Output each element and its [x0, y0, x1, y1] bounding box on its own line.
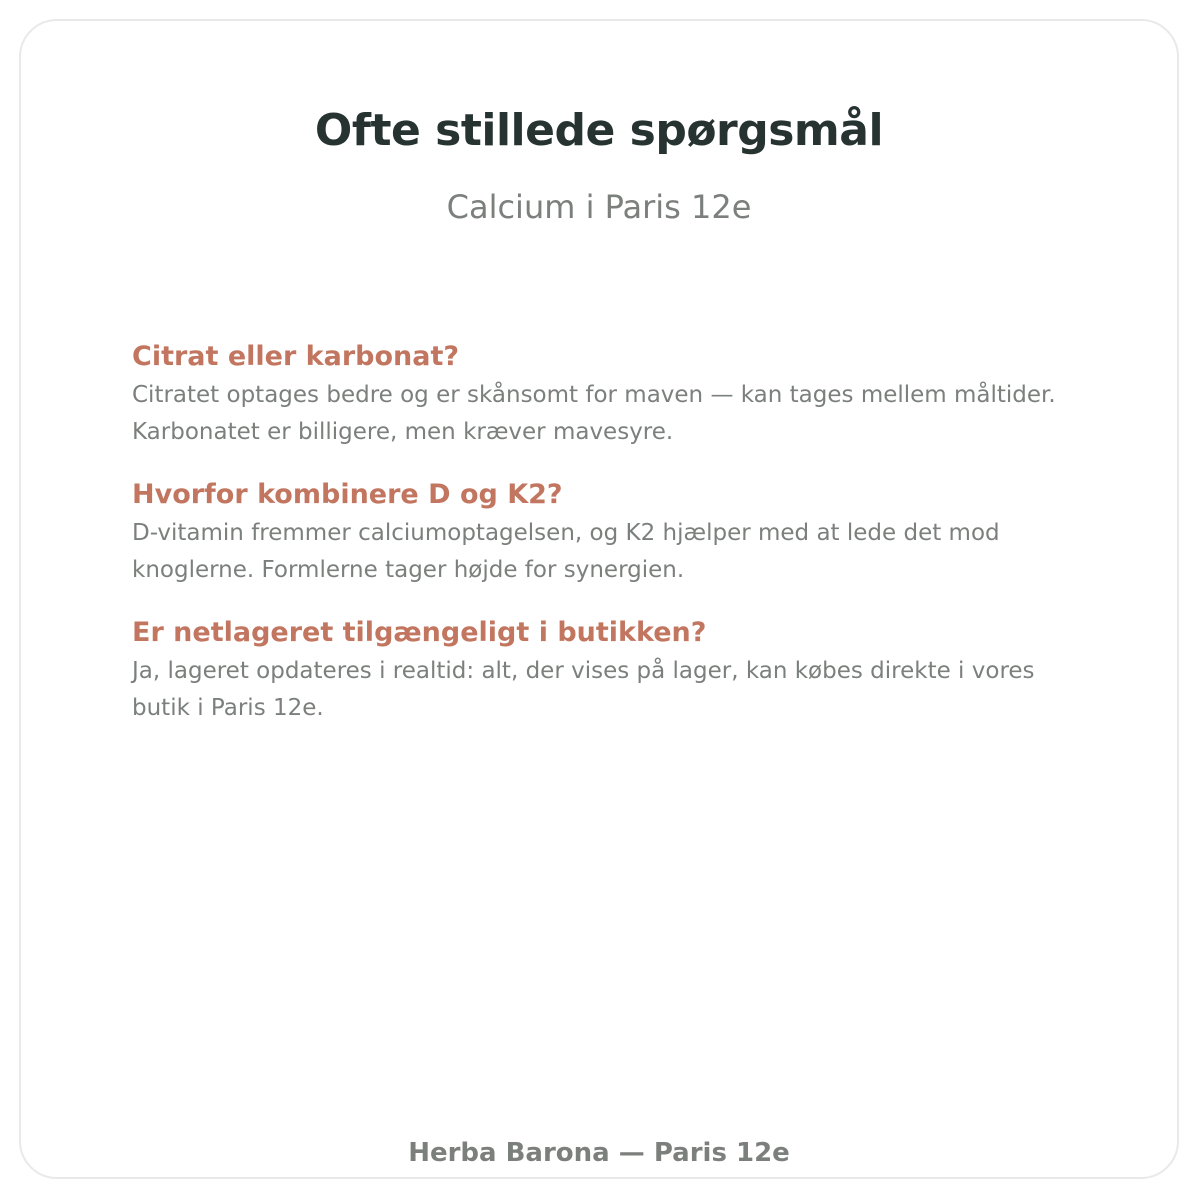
faq-answer: Citratet optages bedre og er skånsomt for maven — kan tages mellem måltider. Karbonatet er billigere, men kræver mavesyre.	[132, 382, 1056, 445]
footer-brand: Herba Barona — Paris 12e	[408, 1138, 790, 1168]
page-title: Ofte stillede spørgsmål	[314, 105, 884, 156]
faq-question: Citrat eller karbonat?	[132, 341, 460, 372]
faq-question: Er netlageret tilgængeligt i butikken?	[132, 617, 707, 648]
faq-item	[132, 475, 1092, 589]
faq-item	[132, 337, 1092, 451]
page-subtitle: Calcium i Paris 12e	[446, 188, 752, 226]
faq-item	[132, 613, 1092, 727]
faq-card	[19, 19, 1179, 1179]
faq-list	[132, 337, 1092, 751]
faq-answer: Ja, lageret opdateres i realtid: alt, der vises på lager, kan købes direkte i vores butik i Paris 12e.	[132, 658, 1035, 721]
faq-question: Hvorfor kombinere D og K2?	[132, 479, 563, 510]
faq-answer: D-vitamin fremmer calciumoptagelsen, og K2 hjælper med at lede det mod knoglerne. Formlerne tager højde for synergien.	[132, 520, 1000, 583]
